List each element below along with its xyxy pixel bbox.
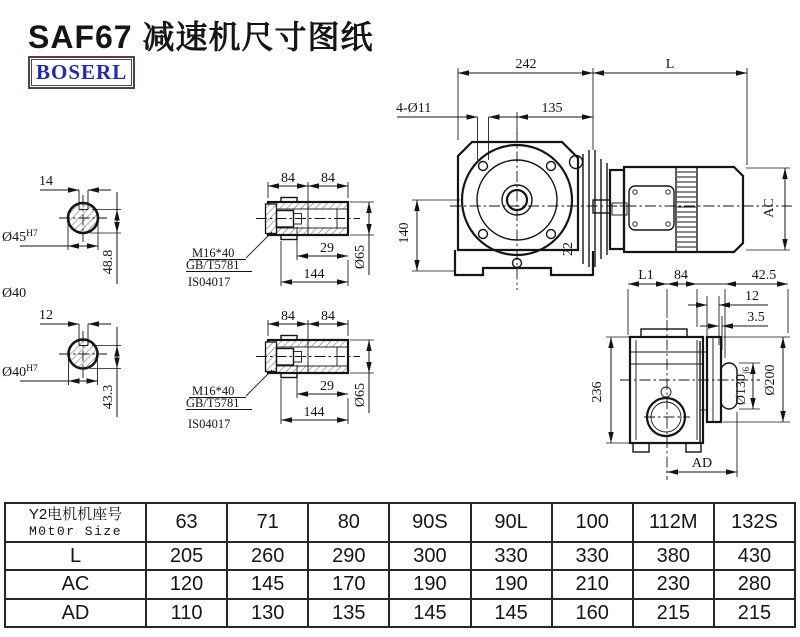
flange-bolt-hole bbox=[547, 162, 556, 171]
col-132S: 132S bbox=[714, 503, 795, 542]
dim-dia-65: Ø65 bbox=[353, 244, 368, 270]
dim-242: 242 bbox=[515, 57, 537, 72]
motor-frame-plate bbox=[629, 186, 674, 230]
motor-body bbox=[624, 167, 743, 252]
dim-29: 29 bbox=[320, 379, 334, 394]
dim-29: 29 bbox=[320, 241, 334, 256]
shaft-dia-label: Ø40 bbox=[2, 286, 27, 301]
cell: 430 bbox=[714, 542, 795, 570]
dim-22: 22 bbox=[561, 242, 576, 256]
flange-bolt-hole bbox=[479, 162, 488, 171]
cell: 190 bbox=[389, 570, 470, 599]
cell: 205 bbox=[146, 542, 227, 570]
output-flange bbox=[707, 337, 721, 422]
cell: 170 bbox=[308, 570, 389, 599]
dim-144: 144 bbox=[303, 267, 325, 282]
dim-dia-200: Ø200 bbox=[763, 364, 778, 396]
bore-section-40 bbox=[2, 308, 121, 417]
dim-AC: AC bbox=[762, 198, 777, 218]
cell: 300 bbox=[389, 542, 470, 570]
flange-bolt-hole bbox=[547, 230, 556, 239]
cell: 215 bbox=[714, 599, 795, 627]
dim-key-width-12: 12 bbox=[39, 308, 53, 323]
flange-bolt-hole bbox=[479, 230, 488, 239]
side-view bbox=[590, 268, 790, 480]
cell: 330 bbox=[552, 542, 633, 570]
row-label-AC: AC bbox=[5, 570, 146, 599]
bolt-note-gb: GB/T5781 bbox=[186, 396, 240, 410]
cell: 215 bbox=[633, 599, 714, 627]
dim-dia-130: $Ø130_{j6}$ bbox=[734, 366, 751, 406]
cell: 145 bbox=[389, 599, 470, 627]
hollow-shaft-view-a bbox=[186, 171, 374, 289]
motor-fins bbox=[677, 172, 696, 247]
table-row-L bbox=[5, 542, 795, 570]
dim-key-width-14: 14 bbox=[39, 174, 53, 189]
cell: 260 bbox=[227, 542, 308, 570]
cell: 230 bbox=[633, 570, 714, 599]
cell: 145 bbox=[471, 599, 552, 627]
dim-AD: AD bbox=[691, 456, 713, 471]
cell: 135 bbox=[308, 599, 389, 627]
dim-144: 144 bbox=[303, 405, 325, 420]
bolt-note-iso: IS04017 bbox=[188, 417, 231, 431]
cell: 190 bbox=[471, 570, 552, 599]
cell: 210 bbox=[552, 570, 633, 599]
dim-135: 135 bbox=[541, 101, 563, 116]
col-80: 80 bbox=[308, 503, 389, 542]
dim-236: 236 bbox=[590, 381, 605, 403]
front-view bbox=[396, 57, 792, 290]
cell: 160 bbox=[552, 599, 633, 627]
bolt-note-iso: IS04017 bbox=[188, 275, 231, 289]
bolt-note-spec: M16*40 bbox=[192, 246, 235, 260]
table-header-motor-size: Y2电机机座号 M0t0r Size bbox=[5, 503, 146, 542]
row-label-L: L bbox=[5, 542, 146, 570]
bore-section-45 bbox=[2, 174, 121, 284]
cell: 110 bbox=[146, 599, 227, 627]
hollow-shaft-view-b bbox=[186, 309, 374, 431]
cell: 290 bbox=[308, 542, 389, 570]
dim-3-5: 3.5 bbox=[747, 310, 765, 325]
dim-L1: L1 bbox=[638, 268, 654, 283]
dim-bore-45: $Ø45^{H7}$ bbox=[2, 229, 38, 245]
cell: 280 bbox=[714, 570, 795, 599]
dim-84: 84 bbox=[674, 268, 688, 283]
cell: 120 bbox=[146, 570, 227, 599]
cell: 145 bbox=[227, 570, 308, 599]
dim-84b: 84 bbox=[321, 309, 335, 324]
dim-height-48-8: 48.8 bbox=[101, 249, 116, 275]
dim-height-43-3: 43.3 bbox=[101, 384, 116, 410]
dim-12: 12 bbox=[745, 289, 759, 304]
dim-84b: 84 bbox=[321, 171, 335, 186]
col-71: 71 bbox=[227, 503, 308, 542]
row-label-AD: AD bbox=[5, 599, 146, 627]
table-row-AC bbox=[5, 570, 795, 599]
dim-L: L bbox=[665, 57, 675, 72]
col-100: 100 bbox=[552, 503, 633, 542]
cell: 380 bbox=[633, 542, 714, 570]
col-90S: 90S bbox=[389, 503, 470, 542]
dim-42-5: 42.5 bbox=[751, 268, 777, 283]
dim-84a: 84 bbox=[281, 309, 295, 324]
cell: 330 bbox=[471, 542, 552, 570]
table-row-AD bbox=[5, 599, 795, 627]
col-112M: 112M bbox=[633, 503, 714, 542]
cell: 130 bbox=[227, 599, 308, 627]
logo-text: BOSERL bbox=[31, 59, 132, 86]
dim-140: 140 bbox=[397, 222, 412, 244]
bolt-note-gb: GB/T5781 bbox=[186, 258, 240, 272]
col-63: 63 bbox=[146, 503, 227, 542]
dim-4xO11: 4-Ø11 bbox=[396, 101, 432, 116]
dim-bore-40: $Ø40^{H7}$ bbox=[2, 364, 38, 380]
col-90L: 90L bbox=[471, 503, 552, 542]
page-title: SAF67 减速机尺寸图纸 bbox=[28, 19, 374, 55]
dim-dia-65: Ø65 bbox=[353, 382, 368, 408]
dim-84a: 84 bbox=[281, 171, 295, 186]
bolt-note-spec: M16*40 bbox=[192, 384, 235, 398]
dimension-table bbox=[4, 502, 796, 628]
